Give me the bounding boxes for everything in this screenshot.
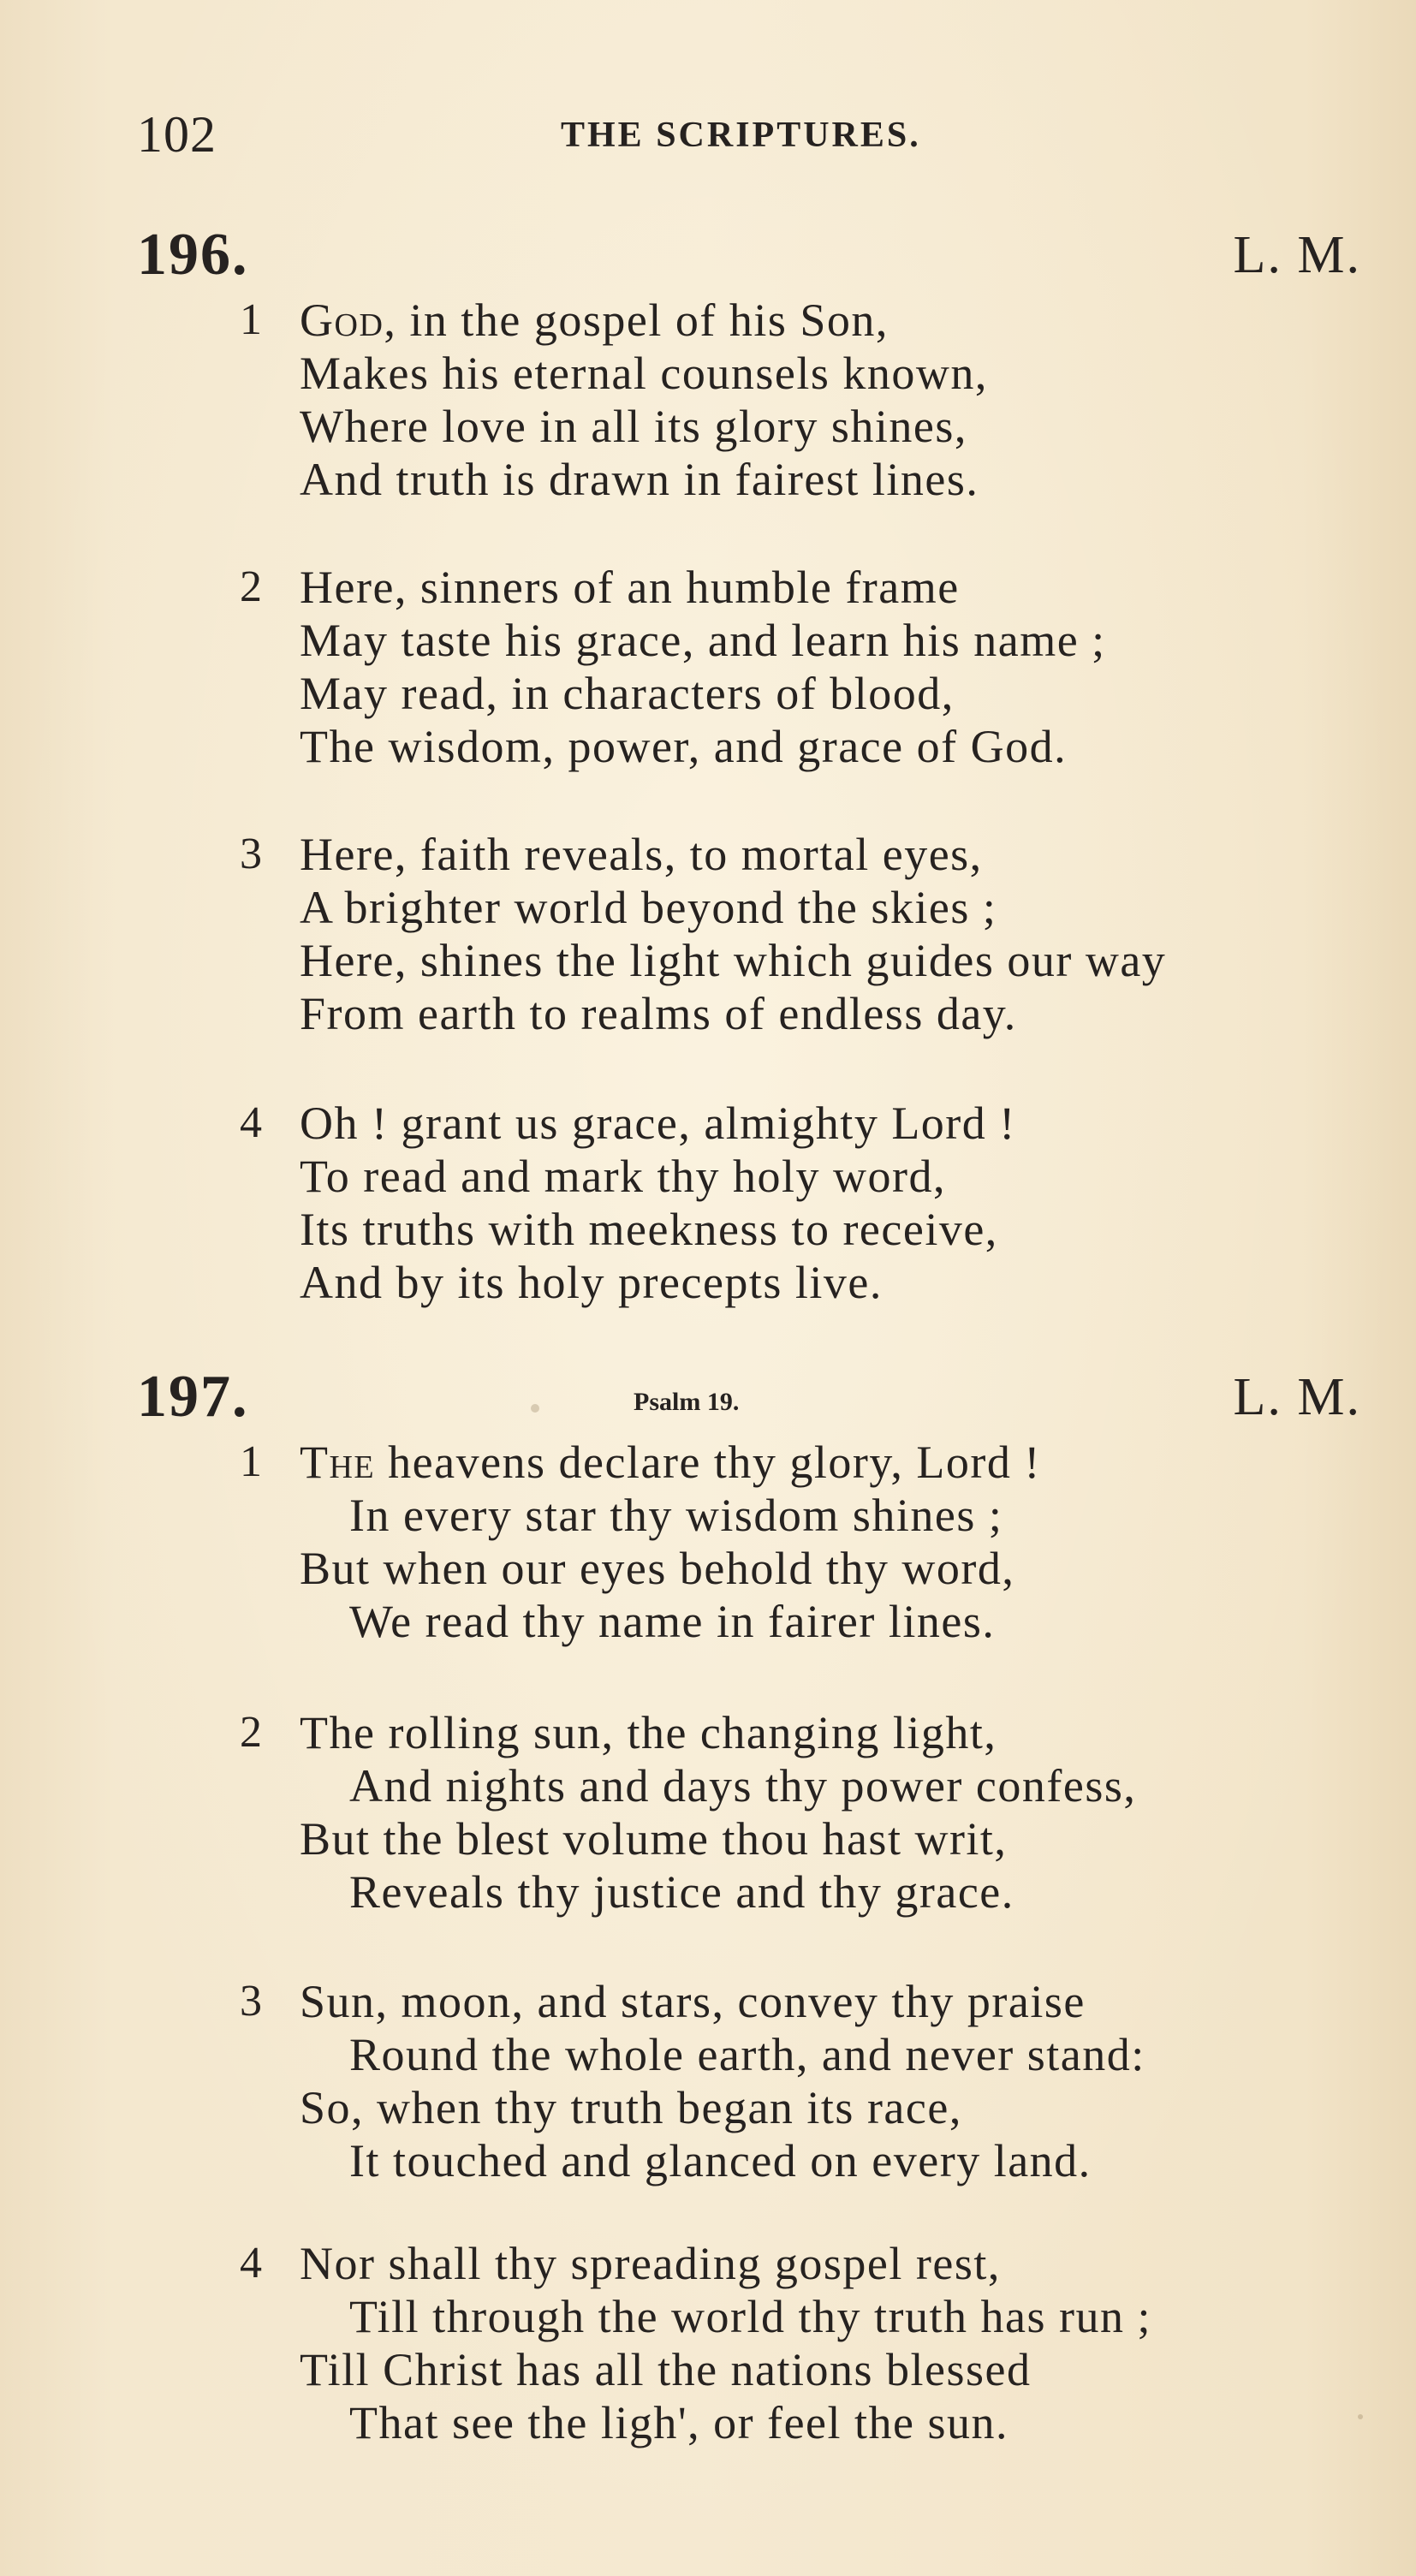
verse-line: That see the ligh', or feel the sun.: [349, 2397, 1009, 2448]
verse-line-lead-word: The: [300, 1437, 376, 1488]
hymn-source: Psalm 19.: [634, 1388, 740, 1416]
stanza-number: 1: [240, 295, 262, 344]
verse-line: The rolling sun, the changing light,: [300, 1707, 997, 1758]
verse-line: We read thy name in fairer lines.: [349, 1596, 996, 1647]
verse-line: To read and mark thy holy word,: [300, 1151, 947, 1202]
verse-line: Here, faith reveals, to mortal eyes,: [300, 829, 983, 880]
verse-line: Here, shines the light which guides our way: [300, 935, 1167, 986]
page-number: 102: [137, 106, 217, 163]
verse-line: May read, in characters of blood,: [300, 668, 955, 719]
verse-line: Here, sinners of an humble frame: [300, 562, 960, 613]
verse-line: Till through the world thy truth has run ;: [349, 2291, 1151, 2342]
verse-line-rest: heavens declare thy glory, Lord !: [375, 1437, 1041, 1488]
stanza-number: 3: [240, 830, 262, 878]
hymn-meter: L. M.: [1233, 226, 1361, 284]
verse-line: And by its holy precepts live.: [300, 1257, 883, 1308]
verse-line: And nights and days thy power confess,: [349, 1760, 1137, 1812]
verse-line-rest: , in the gospel of his Son,: [384, 294, 889, 346]
stanza-number: 2: [240, 562, 262, 611]
hymn-197-header: [137, 1363, 1361, 1431]
hymn-number: 196.: [137, 222, 249, 288]
verse-line-lead-word: God: [300, 294, 384, 346]
verse-line: Round the whole earth, and never stand:: [349, 2029, 1145, 2080]
running-head: [0, 104, 1416, 164]
paper-speck: [531, 1404, 539, 1413]
stanza-number: 3: [240, 1977, 262, 2026]
hymn-196-header: [137, 221, 1361, 289]
verse-line: Sun, moon, and stars, convey thy praise: [300, 1976, 1086, 2027]
stanza-number: 4: [240, 2239, 262, 2287]
verse-line: Makes his eternal counsels known,: [300, 348, 988, 399]
hymn-number: 197.: [137, 1364, 249, 1430]
verse-line: [300, 1437, 1041, 1488]
stanza-number: 2: [240, 1708, 262, 1757]
verse-line: Its truths with meekness to receive,: [300, 1204, 998, 1255]
verse-line: Oh ! grant us grace, almighty Lord !: [300, 1098, 1016, 1149]
verse-line: The wisdom, power, and grace of God.: [300, 721, 1068, 772]
stanza-number: 4: [240, 1098, 262, 1147]
verse-line: It touched and glanced on every land.: [349, 2135, 1092, 2186]
verse-line: From earth to realms of endless day.: [300, 988, 1017, 1039]
verse-line: Where love in all its glory shines,: [300, 401, 967, 452]
verse-line: A brighter world beyond the skies ;: [300, 882, 997, 933]
paper-speck: [1358, 2414, 1363, 2419]
verse-line: Nor shall thy spreading gospel rest,: [300, 2238, 1001, 2289]
verse-line: And truth is drawn in fairest lines.: [300, 454, 979, 505]
stanza-number: 1: [240, 1437, 262, 1486]
verse-line: May taste his grace, and learn his name ;: [300, 615, 1106, 666]
verse-line: So, when thy truth began its race,: [300, 2082, 962, 2133]
verse-line: [300, 294, 889, 346]
verse-line: In every star thy wisdom shines ;: [349, 1490, 1003, 1541]
running-title: THE SCRIPTURES.: [561, 116, 921, 155]
verse-line: But when our eyes behold thy word,: [300, 1543, 1015, 1594]
verse-line: But the blest volume thou hast writ,: [300, 1813, 1008, 1865]
verse-line: Till Christ has all the nations blessed: [300, 2344, 1032, 2395]
verse-line: Reveals thy justice and thy grace.: [349, 1866, 1014, 1918]
hymn-meter: L. M.: [1233, 1368, 1361, 1426]
